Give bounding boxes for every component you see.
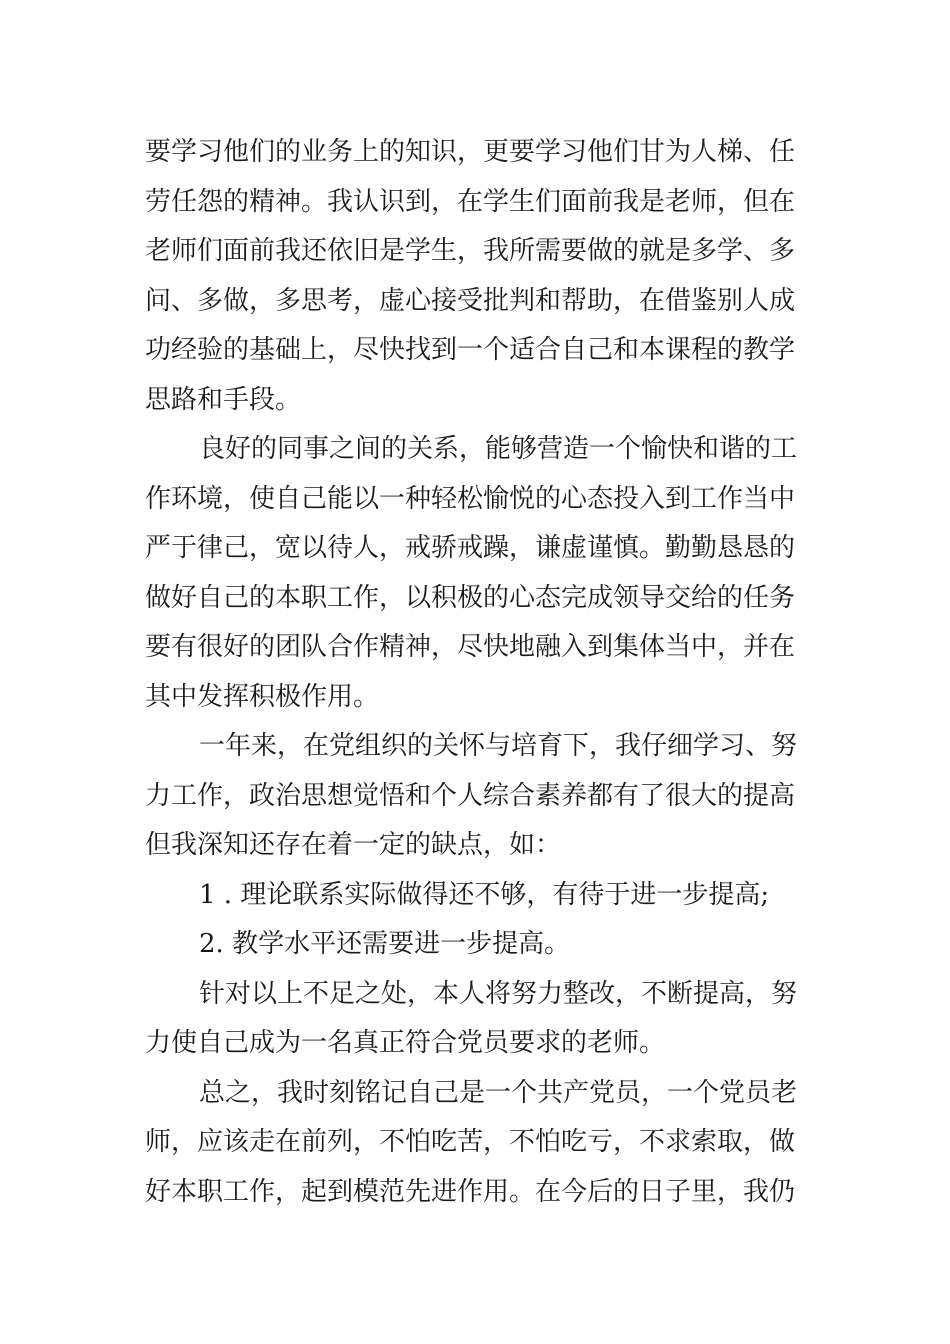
text-line: 劳任怨的精神。我认识到，在学生们面前我是老师，但在 — [145, 186, 796, 217]
text-line: 其中发挥积极作用。 — [145, 681, 380, 712]
text-line: 力工作，政治思想觉悟和个人综合素养都有了很大的提高 — [145, 780, 796, 811]
text-line: 要学习他们的业务上的知识，更要学习他们甘为人梯、任 — [145, 137, 796, 167]
text-line: 良好的同事之间的关系，能够营造一个愉快和谐的工 — [199, 434, 798, 464]
text-line: 老师们面前我还依旧是学生，我所需要做的就是多学、多 — [145, 236, 796, 266]
text-line: 1 . 理论联系实际做得还不够，有待于进一步提高; — [199, 879, 770, 910]
text-line: 做好自己的本职工作，以积极的心态完成领导交给的任务 — [145, 582, 796, 613]
text-line: 一年来，在党组织的关怀与培育下，我仔细学习、努 — [199, 731, 798, 761]
text-line: 思路和手段。 — [145, 384, 302, 415]
text-line: 力使自己成为一名真正符合党员要求的老师。 — [145, 1028, 666, 1058]
text-line: 好本职工作，起到模范先进作用。在今后的日子里，我仍 — [145, 1176, 796, 1207]
text-line: 但我深知还存在着一定的缺点，如： — [145, 830, 562, 860]
text-line: 2. 教学水平还需要进一步提高。 — [199, 929, 571, 959]
text-line: 师，应该走在前列，不怕吃苦，不怕吃亏，不求索取，做 — [145, 1127, 796, 1157]
text-line: 针对以上不足之处，本人将努力整改，不断提高，努 — [199, 978, 798, 1009]
body-text — [145, 128, 810, 1217]
text-line: 严于律己，宽以待人，戒骄戒躁，谦虚谨慎。勤勤恳恳的 — [145, 533, 796, 563]
text-line: 功经验的基础上，尽快找到一个适合自己和本课程的教学 — [145, 335, 796, 365]
text-line: 作环境，使自己能以一种轻松愉悦的心态投入到工作当中 — [145, 483, 796, 514]
text-line: 问、多做，多思考，虚心接受批判和帮助，在借鉴别人成 — [145, 285, 796, 316]
text-line: 要有很好的团队合作精神，尽快地融入到集体当中，并在 — [145, 632, 796, 662]
text-line: 总之，我时刻铭记自己是一个共产党员，一个党员老 — [199, 1077, 798, 1108]
